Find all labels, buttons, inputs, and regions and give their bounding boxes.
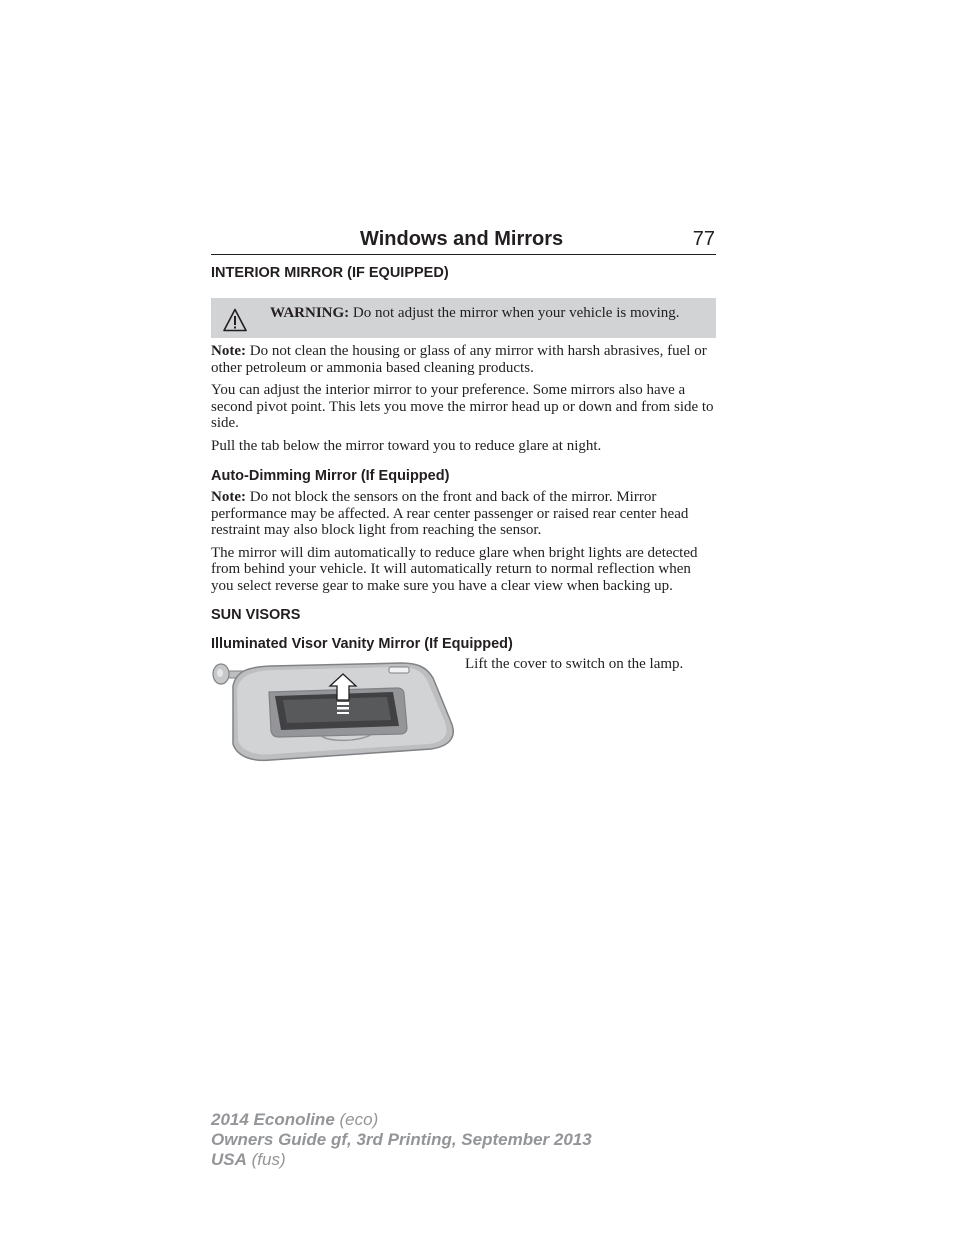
footer-printing: Owners Guide gf, 3rd Printing, September 2013: [211, 1130, 592, 1149]
footer-line-1: [211, 1110, 592, 1130]
interior-paragraph-2: Pull the tab below the mirror toward you to reduce glare at night.: [211, 437, 602, 454]
warning-box: [211, 298, 716, 338]
footer-market-code: (fus): [246, 1150, 286, 1169]
footer-line-3: [211, 1150, 592, 1170]
note-label: Note:: [211, 489, 246, 505]
warning-text: Do not adjust the mirror when your vehicle is moving.: [352, 305, 680, 321]
vanity-mirror-heading: Illuminated Visor Vanity Mirror (If Equipped): [211, 636, 513, 652]
visor-figure-row: [211, 656, 716, 768]
sun-visors-heading: SUN VISORS: [211, 607, 301, 623]
sun-visor-illustration: [211, 656, 457, 768]
warning-text-block: [270, 304, 680, 323]
page-header: [211, 228, 716, 255]
footer-line-2: [211, 1130, 592, 1150]
page-number: 77: [692, 228, 715, 250]
auto-dimming-heading: Auto-Dimming Mirror (If Equipped): [211, 468, 450, 484]
auto-dimming-note: [211, 489, 716, 539]
interior-mirror-heading: INTERIOR MIRROR (IF EQUIPPED): [211, 265, 449, 281]
footer-market: USA: [211, 1150, 247, 1169]
interior-note: [211, 343, 716, 376]
note-label: Note:: [211, 343, 246, 359]
manual-page: [211, 228, 716, 768]
interior-paragraph-1: You can adjust the interior mirror to your preference. Some mirrors also have a second pivot point. This lets you move the mirror head up or down and from side to side.: [211, 382, 714, 431]
warning-label: WARNING:: [270, 305, 350, 321]
visor-caption: Lift the cover to switch on the lamp.: [465, 656, 684, 672]
note-text: Do not block the sensors on the front and back of the mirror. Mirror performance may be affected. A rear center passenger or raised rear center head restraint may also block light from reaching the sensor.: [211, 489, 689, 538]
page-footer: [211, 1110, 592, 1170]
auto-dimming-paragraph: The mirror will dim automatically to reduce glare when bright lights are detected from behind your vehicle. It will automatically return to normal reflection when you select reverse gear to make sure you have a clear view when backing up.: [211, 544, 698, 594]
footer-model-code: (eco): [334, 1110, 379, 1129]
warning-triangle-icon: [223, 308, 247, 332]
note-text: Do not clean the housing or glass of any mirror with harsh abrasives, fuel or other petroleum or ammonia based cleaning products.: [211, 343, 707, 376]
section-title: Windows and Mirrors: [360, 228, 564, 250]
footer-model: 2014 Econoline: [211, 1110, 335, 1129]
